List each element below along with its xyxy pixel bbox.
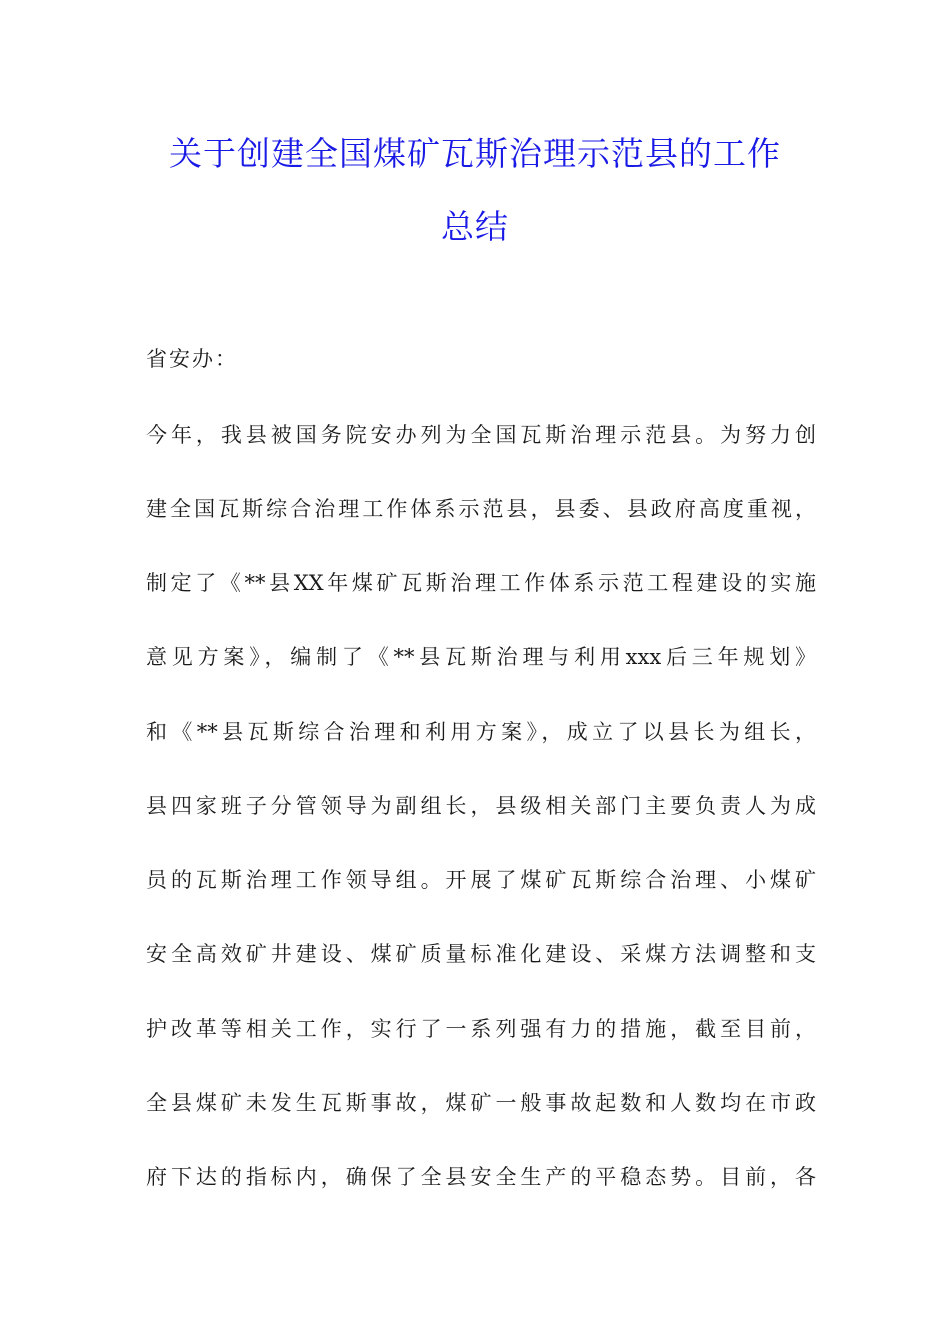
body-line: 员的瓦斯治理工作领导组。开展了煤矿瓦斯综合治理、小煤矿: [146, 868, 816, 892]
body-line: 意见方案》，编制了《**县瓦斯治理与利用xxx后三年规划》: [146, 645, 816, 669]
document-title-line-2: 总结: [441, 207, 509, 246]
salutation: 省安办：: [146, 347, 238, 371]
body-line: 建全国瓦斯综合治理工作体系示范县，县委、县政府高度重视，: [146, 497, 816, 521]
body-line: 安全高效矿井建设、煤矿质量标准化建设、采煤方法调整和支: [146, 942, 816, 966]
body-line: 制定了《**县XX年煤矿瓦斯治理工作体系示范工程建设的实施: [146, 571, 816, 595]
body-line: 和《**县瓦斯综合治理和利用方案》，成立了以县长为组长，: [146, 720, 816, 744]
body-line: 府下达的指标内，确保了全县安全生产的平稳态势。目前，各: [146, 1165, 816, 1189]
body-line: 全县煤矿未发生瓦斯事故，煤矿一般事故起数和人数均在市政: [146, 1091, 816, 1115]
body-line: 县四家班子分管领导为副组长，县级相关部门主要负责人为成: [146, 794, 816, 818]
document-title-line-1: 关于创建全国煤矿瓦斯治理示范县的工作: [169, 134, 781, 173]
body-line: 今年，我县被国务院安办列为全国瓦斯治理示范县。为努力创: [146, 423, 816, 447]
body-line: 护改革等相关工作，实行了一系列强有力的措施，截至目前，: [146, 1017, 816, 1041]
